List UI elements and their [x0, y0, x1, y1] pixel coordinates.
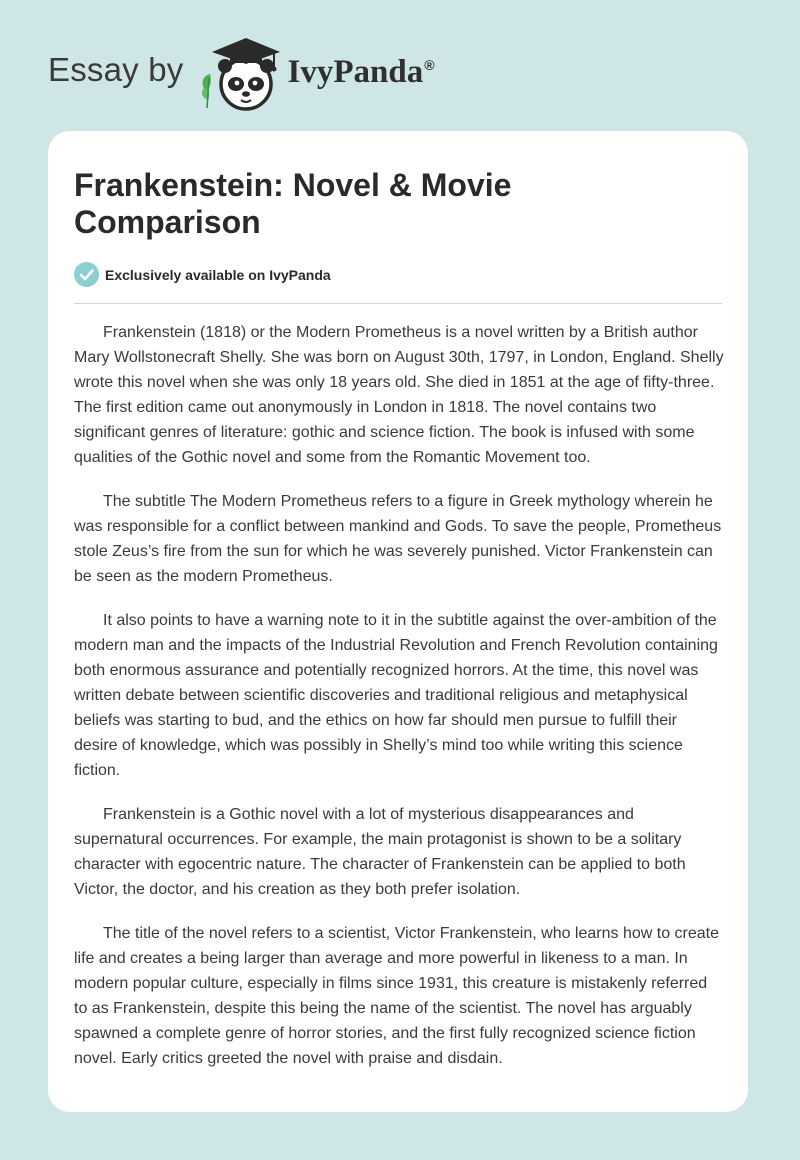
- essay-body: [74, 320, 724, 1090]
- brand-prefix: Essay by: [48, 51, 184, 88]
- essay-paragraph: The title of the novel refers to a scientist, Victor Frankenstein, who learns how to create life and creates a being larger than average and more powerful in likeness to a man. In modern popular culture, especially in films since 1931, this creature is mistakenly referred to as Frankenstein, despite this being the name of the scientist. The novel has arguably spawned a complete genre of horror stories, and the first fully recognized science fiction novel. Early critics greeted the novel with praise and disdain.: [74, 925, 720, 1067]
- exclusive-badge: [74, 262, 331, 287]
- registered-mark: ®: [424, 56, 435, 73]
- brand-header[interactable]: [48, 34, 435, 112]
- divider: [74, 303, 722, 304]
- essay-paragraph: The subtitle The Modern Prometheus refers to a figure in Greek mythology wherein he was responsible for a conflict between mankind and Gods. To save the people, Prometheus stole Zeus’s fire from the sun for which he was severely punished. Victor Frankenstein can be seen as the modern Prometheus.: [74, 493, 722, 585]
- essay-paragraph: Frankenstein (1818) or the Modern Prometheus is a novel written by a British author Mary Wollstonecraft Shelly. She was born on August 30th, 1797, in London, England. Shelly wrote this novel when she was only 18 years old. She died in 1851 at the age of fifty-three. The first edition came out anonymously in London in 1818. The novel contains two significant genres of literature: gothic and science fiction. The book is infused with some qualities of the Gothic novel and some from the Romantic Movement too.: [74, 324, 724, 466]
- exclusive-label: Exclusively available on IvyPanda: [105, 266, 331, 283]
- essay-card: [48, 131, 748, 1112]
- brand-name: [288, 54, 435, 91]
- check-circle-icon: [74, 262, 99, 287]
- brand-name-text: IvyPanda: [287, 53, 424, 90]
- essay-paragraph: It also points to have a warning note to it in the subtitle against the over-ambition of the modern man and the impacts of the Industrial Revolution and French Revolution containing both enormous assurance and potentially recognized horrors. At the time, this novel was written debate between scientific discoveries and traditional religious and metaphysical beliefs was starting to bud, and the ethics on how far should men pursue to fulfill their desire of knowledge, which was possibly in Shelly’s mind too while writing this science fiction.: [74, 612, 718, 779]
- essay-paragraph: Frankenstein is a Gothic novel with a lot of mysterious disappearances and supernatural occurrences. For example, the main protagonist is shown to be a solitary character with egocentric nature. The character of Frankenstein can be applied to both Victor, the doctor, and his creation as they both prefer isolation.: [74, 806, 686, 898]
- panda-graduation-cap-icon: [198, 34, 284, 112]
- essay-title: Frankenstein: Novel & Movie Comparison: [74, 167, 512, 240]
